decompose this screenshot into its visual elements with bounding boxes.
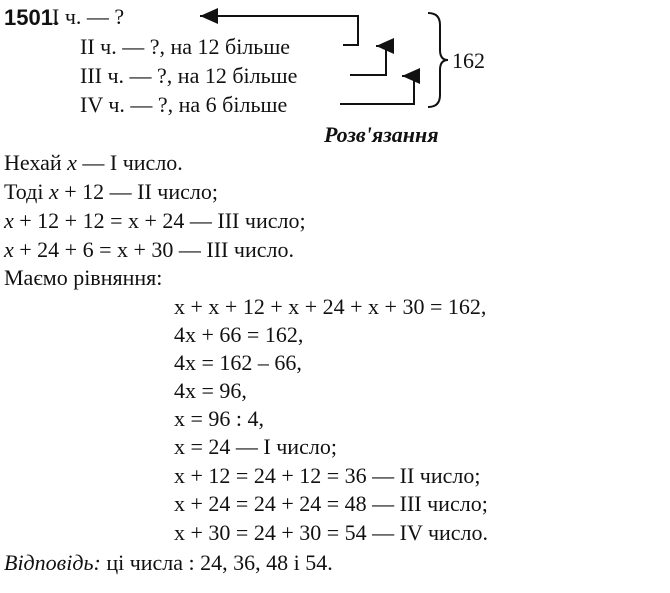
setup-line-2: Тоді x + 12 — ІІ число;: [4, 179, 218, 204]
relation-arrows: [0, 0, 670, 140]
equation-2: 4x + 66 = 162,: [174, 322, 304, 347]
part-4: IV ч. — ?, на 6 більше: [80, 92, 288, 117]
equation-3: 4x = 162 – 66,: [174, 350, 302, 375]
part-3: ІІІ ч. — ?, на 12 більше: [80, 63, 298, 88]
equation-8: x + 24 = 24 + 24 = 48 — ІІІ число;: [174, 491, 488, 516]
equation-7: x + 12 = 24 + 12 = 36 — ІІ число;: [174, 463, 481, 488]
arrow-4-to-3: [340, 76, 414, 104]
answer-line: [4, 550, 333, 576]
setup-line-1: Нехай x — І число.: [4, 150, 183, 175]
right-brace: [428, 13, 448, 107]
setup-line-4: x + 24 + 6 = x + 30 — ІІІ число.: [4, 237, 294, 262]
solution-heading: Розв'язання: [324, 122, 439, 147]
answer-text: ці числа : 24, 36, 48 і 54.: [100, 550, 333, 575]
equation-6: x = 24 — І число;: [174, 434, 337, 459]
equation-5: x = 96 : 4,: [174, 406, 265, 431]
equation-1: x + x + 12 + x + 24 + x + 30 = 162,: [174, 294, 487, 319]
equation-4: 4x = 96,: [174, 378, 247, 403]
arrow-3-to-2: [350, 46, 386, 75]
answer-label: Відповідь:: [4, 550, 101, 575]
setup-line-5: Маємо рівняння:: [4, 265, 163, 290]
equation-9: x + 30 = 24 + 30 = 54 — IV число.: [174, 520, 489, 545]
arrow-2-to-1: [200, 16, 358, 45]
part-2: ІІ ч. — ?, на 12 більше: [80, 34, 291, 59]
setup-line-3: x + 12 + 12 = x + 24 — ІІІ число;: [4, 208, 306, 233]
part-1: І ч. — ?: [52, 4, 125, 29]
total-value: 162: [452, 48, 485, 73]
problem-number: 1501.: [4, 5, 60, 30]
